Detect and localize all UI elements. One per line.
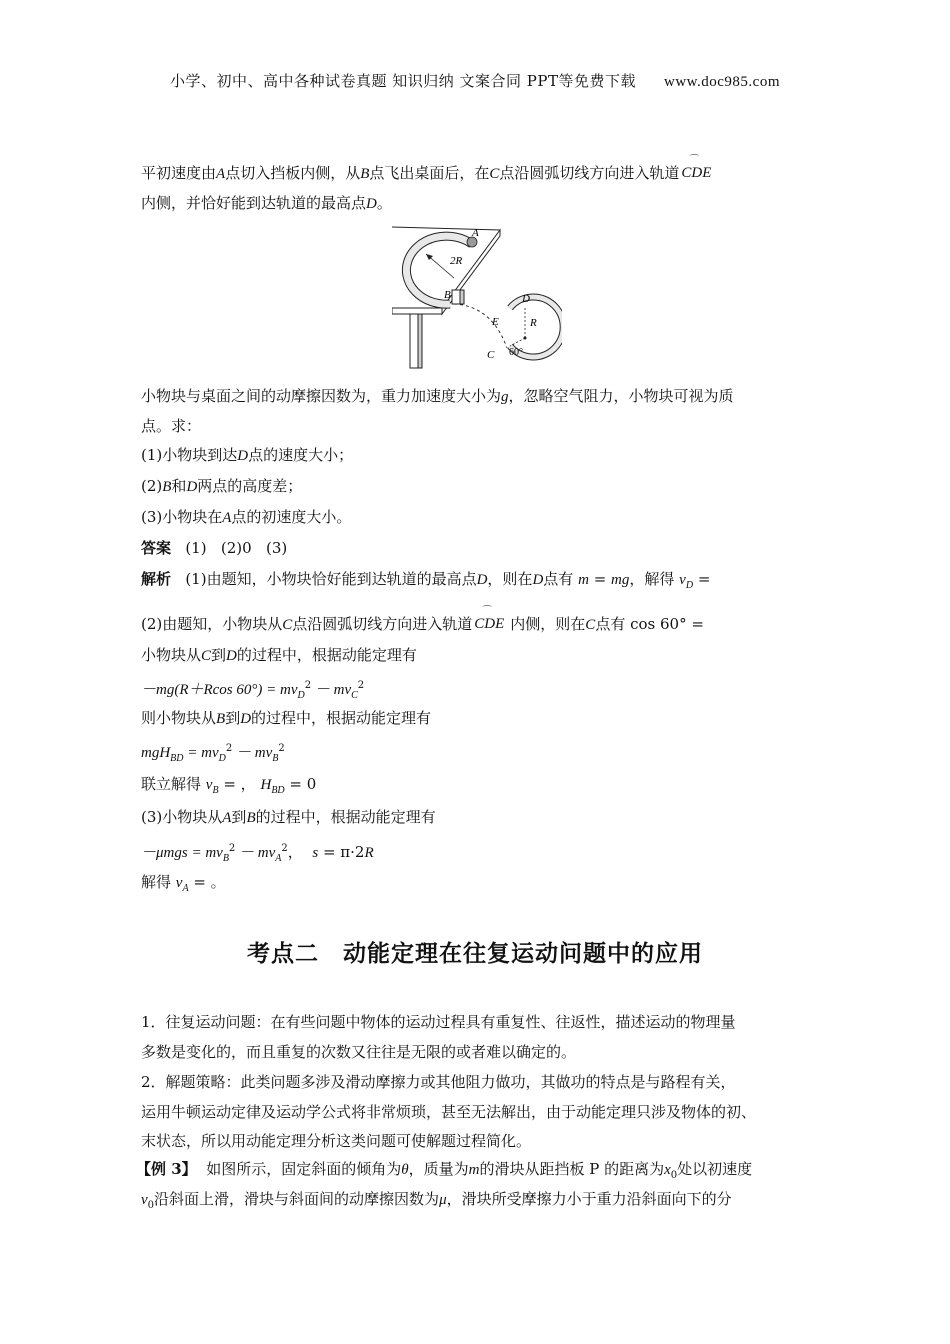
label-E: E bbox=[492, 316, 499, 328]
equation-2: $mgH_{BD} = mv_D^2 - mv_B^2$ bbox=[141, 743, 285, 764]
solution-line-5: 联立解得 $v_B$ = ， $H_{BD} = 0$ bbox=[141, 775, 317, 796]
section-heading: 考点二 动能定理在往复运动问题中的应用 bbox=[247, 941, 703, 967]
label-60deg: 60° bbox=[509, 347, 523, 358]
equation-1: －mg(R＋Rcos $60^\circ) = mv_D^2 - mv_C^2$ bbox=[141, 680, 365, 701]
equation-3: $-\mu mgs = mv_B^2 - mv_A^2$， s = π·2R bbox=[141, 843, 374, 864]
para-1-line-2: 多数是变化的，而且重复的次数又往往是无限的或者难以确定的。 bbox=[141, 1043, 577, 1061]
answer-line: 答案 (1) (2)0 (3) bbox=[141, 539, 288, 557]
solution-line-6: (3)小物块从A到B的过程中，根据动能定理有 bbox=[141, 808, 436, 826]
arc-cde-symbol-2: ⌒ CDE bbox=[474, 606, 505, 632]
example-line-1: 【例 3】 如图所示，固定斜面的倾角为θ，质量为m的滑块从距挡板 P 的距离为$x_0$处以初速度 bbox=[136, 1160, 753, 1181]
para-2-line-2: 运用牛顿运动定律及运动学公式将非常烦琐，甚至无法解出，由于动能定理只涉及物体的初、 bbox=[141, 1103, 757, 1121]
label-D: D bbox=[522, 293, 530, 305]
question-2: (2)B和D两点的高度差； bbox=[141, 477, 303, 495]
example-line-2: $v_0$沿斜面上滑，滑块与斜面间的动摩擦因数为μ，滑块所受摩擦力小于重力沿斜面向下的分 bbox=[141, 1190, 732, 1211]
solution-line-2: (2)由题知，小物块从C点沿圆弧切线方向进入轨道 ⌒ CDE 内侧，则在C点有 cos 60° = bbox=[141, 606, 704, 633]
intro-line-1: 平初速度由A点切入挡板内侧，从B点飞出桌面后，在C点沿圆弧切线方向进入轨道 ⌒ CDE bbox=[141, 162, 717, 185]
solution-label: 解析 bbox=[141, 570, 172, 588]
question-3: (3)小物块在A点的初速度大小。 bbox=[141, 508, 352, 526]
para-2-line-3: 末状态，所以用动能定理分析这类问题可使解题过程简化。 bbox=[141, 1132, 532, 1150]
problem-line-2: 点。求： bbox=[141, 417, 202, 435]
question-1: (1)小物块到达D点的速度大小； bbox=[141, 446, 354, 464]
header-title: 小学、初中、高中各种试卷真题 知识归纳 文案合同 PPT等免费下载 bbox=[169, 72, 636, 90]
track-figure bbox=[392, 222, 562, 370]
answer-label: 答案 bbox=[141, 539, 172, 557]
label-A: A bbox=[472, 227, 479, 239]
para-1-line-1: 1．往复运动问题：在有些问题中物体的运动过程具有重复性、往返性，描述运动的物理量 bbox=[141, 1013, 736, 1031]
problem-line-1: 小物块与桌面之间的动摩擦因数为，重力加速度大小为g，忽略空气阻力，小物块可视为质 bbox=[141, 387, 734, 405]
solution-line-7: 解得 $v_A$ = 。 bbox=[141, 873, 226, 894]
page-header bbox=[0, 70, 950, 91]
label-R: R bbox=[530, 317, 537, 329]
example-label: 【例 3】 bbox=[136, 1160, 197, 1178]
label-C: C bbox=[487, 349, 495, 361]
para-2-line-1: 2．解题策略：此类问题多涉及滑动摩擦力或其他阻力做功，其做功的特点是与路程有关， bbox=[141, 1073, 736, 1091]
solution-line-4: 则小物块从B到D的过程中，根据动能定理有 bbox=[141, 709, 432, 727]
label-B: B bbox=[444, 289, 451, 301]
solution-line-1: 解析 (1)由题知，小物块恰好能到达轨道的最高点D，则在D点有 m = mg，解得 $v_D$ = bbox=[141, 570, 711, 591]
intro-line-2: 内侧，并恰好能到达轨道的最高点D。 bbox=[141, 194, 392, 212]
trajectory bbox=[454, 304, 507, 348]
arc-cde-symbol: ⌒ CDE bbox=[681, 155, 712, 181]
solution-line-3: 小物块从C到D的过程中，根据动能定理有 bbox=[141, 646, 417, 664]
label-2R: 2R bbox=[450, 255, 463, 267]
header-url[interactable]: www.doc985.com bbox=[663, 74, 780, 90]
